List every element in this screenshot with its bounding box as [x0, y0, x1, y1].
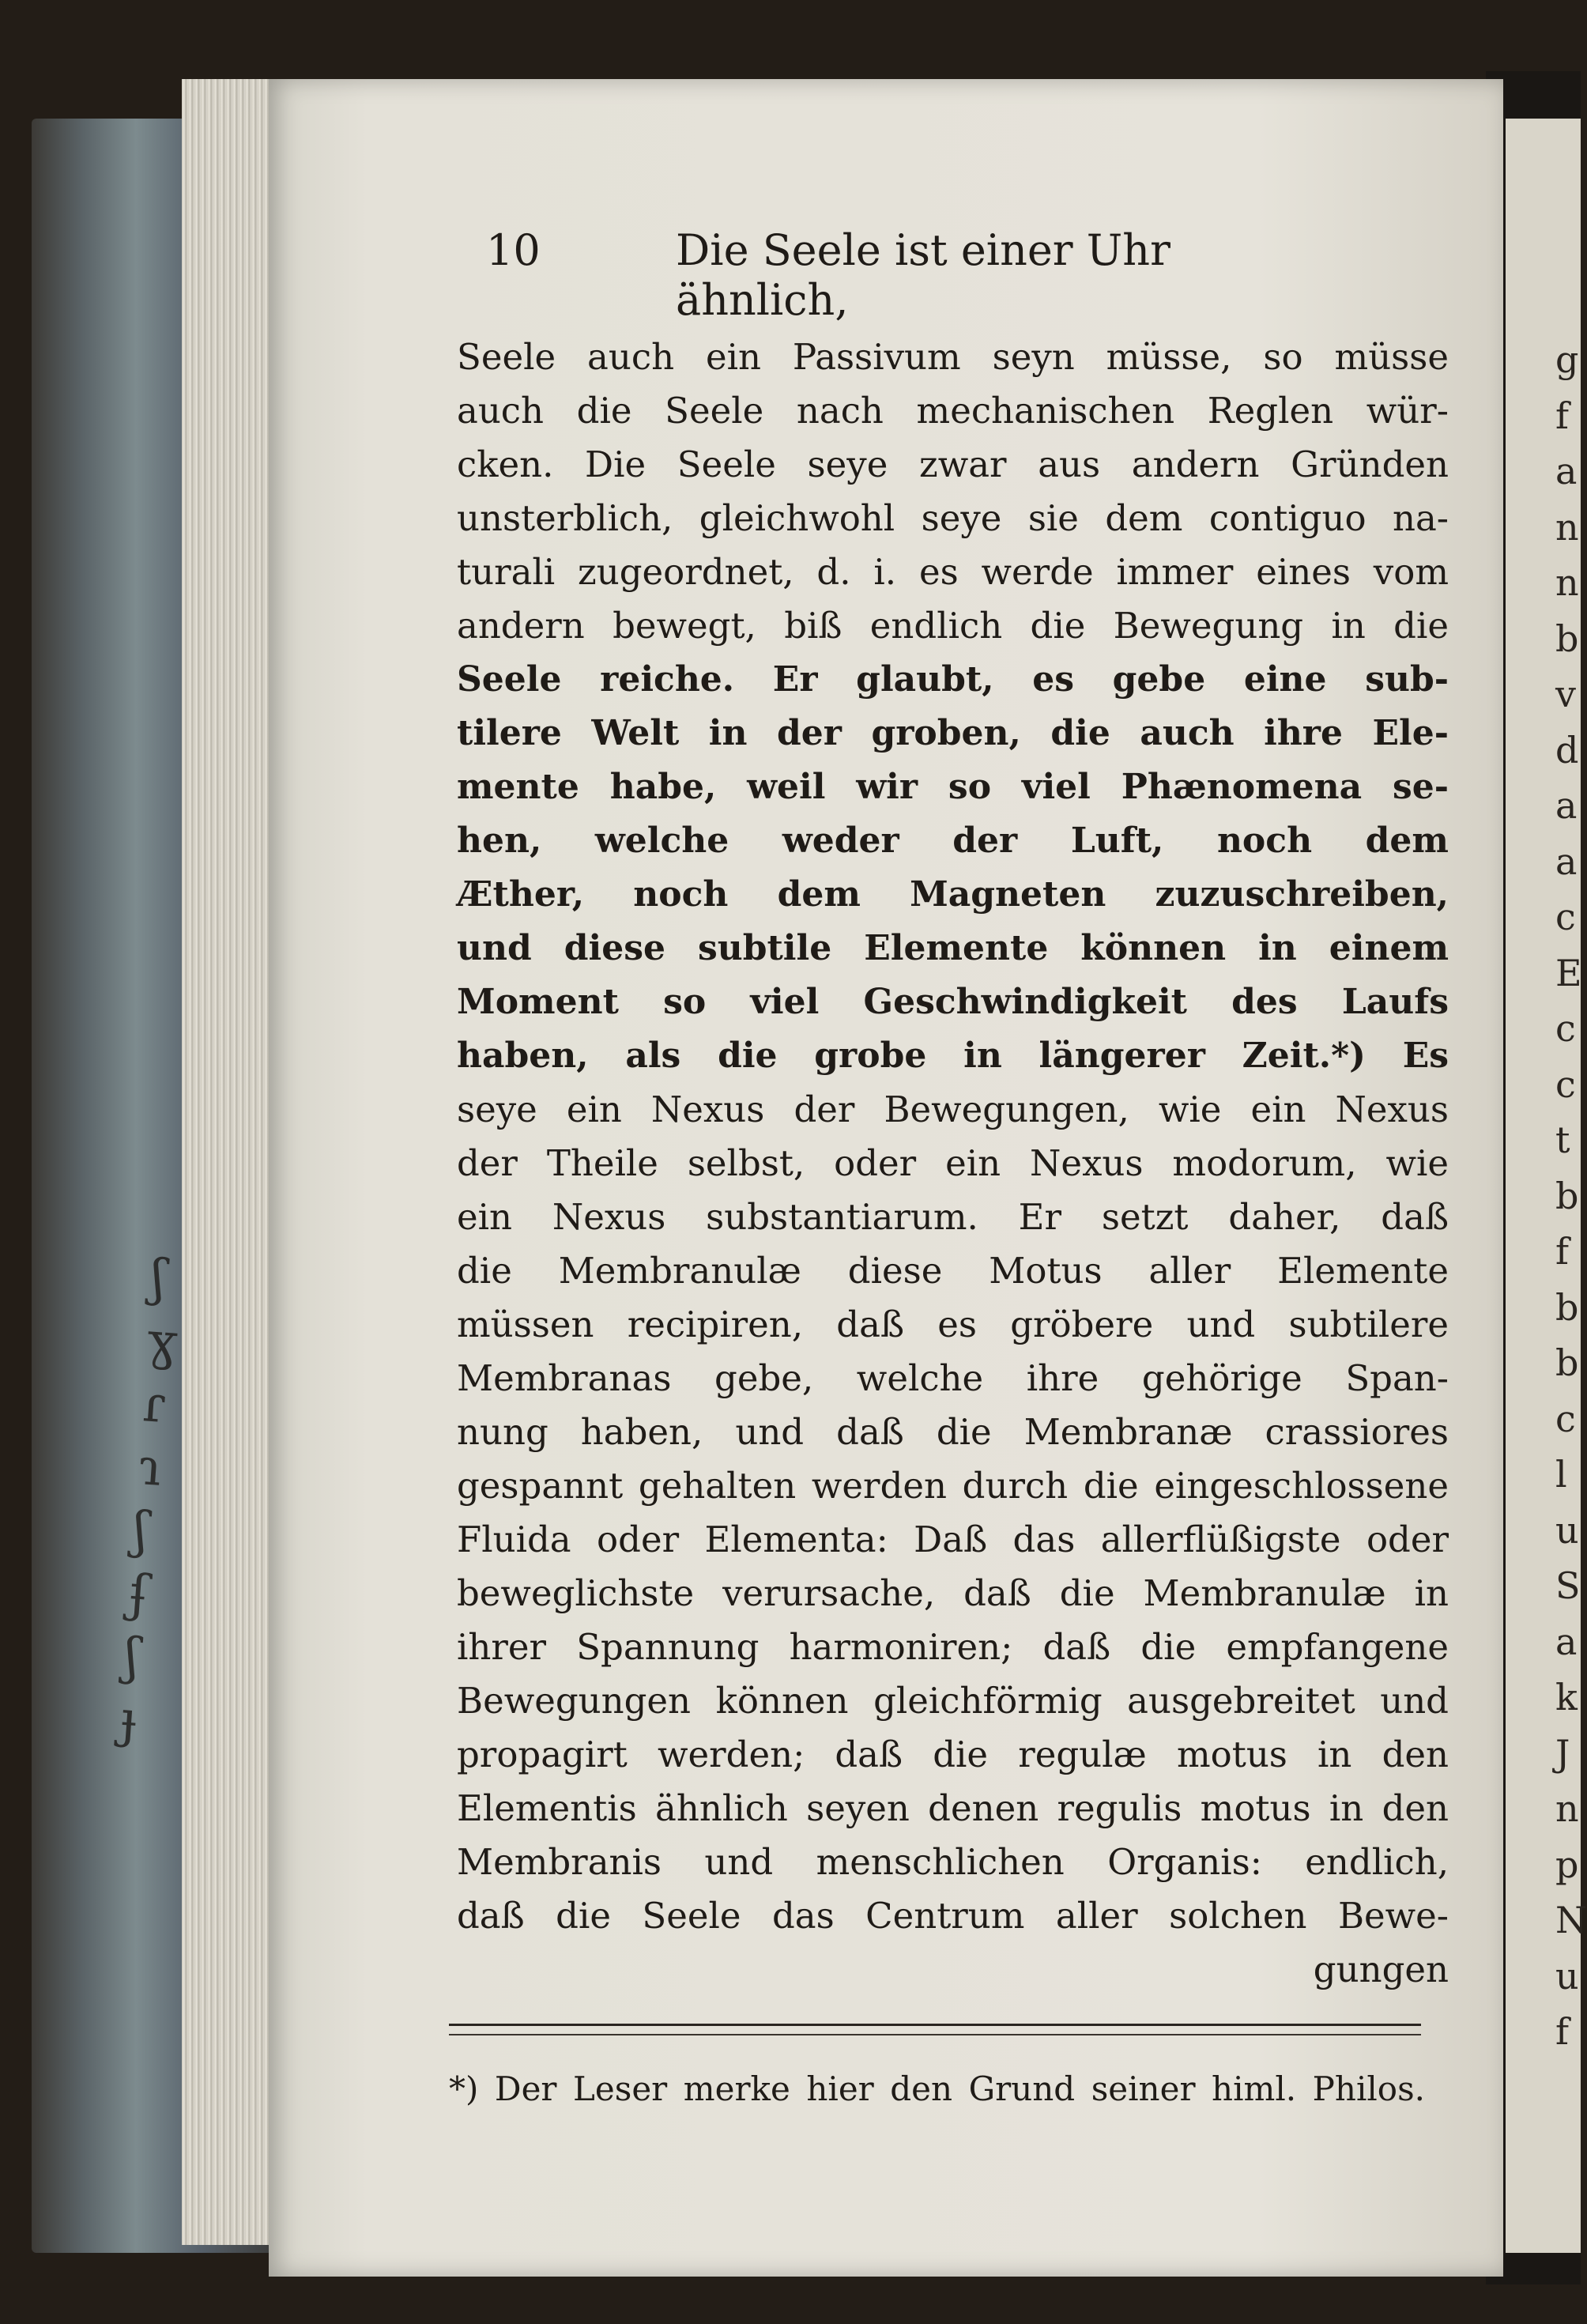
facing-page-letter: l: [1555, 1453, 1567, 1496]
text-line: seye ein Nexus der Bewegungen, wie ein Nexus: [457, 1088, 1449, 1130]
cover-marbling-marks: ʃ ɣ ɾ ɿ ʃ ʄ ʃ ɟ: [119, 1248, 180, 1750]
text-line: haben, als die grobe in längerer Zeit.*) Es: [457, 1036, 1449, 1076]
running-head: Die Seele ist einer Uhr ähnlich,: [676, 225, 1170, 325]
footnote-rule-lower: [449, 2034, 1421, 2035]
facing-page-letter: n: [1555, 1787, 1579, 1830]
text-line: Fluida oder Elementa: Daß das allerflüßigste oder: [457, 1519, 1449, 1560]
footnote-rule: [449, 2024, 1421, 2026]
facing-page-letters: [1555, 332, 1587, 2060]
page-number: 10: [486, 225, 541, 275]
facing-page-letter: b: [1555, 1174, 1579, 1217]
facing-page-letter: u: [1555, 1954, 1579, 1998]
text-line: daß die Seele das Centrum aller solchen Bewe-: [457, 1895, 1449, 1937]
page-body-text: [457, 330, 1449, 1997]
text-line: Bewegungen können gleichförmig ausgebreitet und: [457, 1680, 1449, 1722]
text-line: die Membranulæ diese Motus aller Elemente: [457, 1250, 1449, 1292]
text-line: der Theile selbst, oder ein Nexus modorum, wie: [457, 1142, 1449, 1184]
facing-page-letter: u: [1555, 1508, 1579, 1552]
text-line: Membranas gebe, welche ihre gehörige Span-: [457, 1357, 1449, 1399]
facing-page-letter: f: [1555, 394, 1570, 437]
text-line: unsterblich, gleichwohl seye sie dem contiguo na-: [457, 497, 1449, 539]
facing-page-letter: b: [1555, 1285, 1579, 1329]
text-line: Moment so viel Geschwindigkeit des Laufs: [457, 982, 1449, 1022]
facing-page-letter: d: [1555, 728, 1579, 772]
facing-page-letter: c: [1555, 1397, 1576, 1440]
facing-page-letter: c: [1555, 896, 1576, 938]
facing-page-letter: a: [1555, 839, 1578, 883]
footnote: *) Der Leser merke hier den Grund seiner himl. Philos.: [449, 2069, 1425, 2108]
facing-page-letter: n: [1555, 561, 1579, 604]
facing-page-letter: b: [1555, 1341, 1579, 1384]
text-line: gespannt gehalten werden durch die eingeschlossene: [457, 1465, 1449, 1507]
facing-page-letter: t: [1555, 1119, 1570, 1161]
text-line: gungen: [1313, 1949, 1449, 1990]
facing-page-letter: k: [1555, 1676, 1578, 1718]
text-line: andern bewegt, biß endlich die Bewegung in die: [457, 605, 1449, 647]
text-line: ein Nexus substantiarum. Er setzt daher, daß: [457, 1196, 1449, 1238]
facing-page-letter: f: [1555, 1230, 1570, 1273]
text-line: propagirt werden; daß die regulæ motus in den: [457, 1734, 1449, 1775]
facing-page-letter: c: [1555, 1062, 1576, 1106]
facing-page-letter: a: [1555, 1620, 1578, 1663]
text-line: und diese subtile Elemente können in einem: [457, 928, 1449, 968]
text-line: tilere Welt in der groben, die auch ihre Ele-: [457, 713, 1449, 753]
facing-page-letter: a: [1555, 450, 1578, 492]
text-line: auch die Seele nach mechanischen Reglen wür-: [457, 390, 1449, 432]
facing-page-letter: f: [1555, 2010, 1570, 2053]
text-line: Seele auch ein Passivum seyn müsse, so müsse: [457, 336, 1449, 378]
facing-page-letter: p: [1555, 1843, 1579, 1886]
page-header: [486, 225, 1308, 325]
facing-page-letter: a: [1555, 784, 1578, 827]
text-line: hen, welche weder der Luft, noch dem: [457, 821, 1449, 861]
text-line: Membranis und menschlichen Organis: endlich,: [457, 1841, 1449, 1883]
facing-page-letter: n: [1555, 505, 1579, 549]
text-line: Elementis ähnlich seyen denen regulis motus in den: [457, 1787, 1449, 1829]
text-line: ihrer Spannung harmoniren; daß die empfangene: [457, 1626, 1449, 1668]
facing-page-letter: N: [1555, 1899, 1587, 1941]
facing-page-letter: g: [1555, 338, 1579, 381]
facing-page-letter: E: [1555, 951, 1582, 994]
text-line: turali zugeordnet, d. i. es werde immer eines vom: [457, 551, 1449, 593]
text-line: müssen recipiren, daß es gröbere und subtilere: [457, 1303, 1449, 1345]
facing-page-letter: J: [1555, 1731, 1570, 1775]
facing-page-letter: b: [1555, 617, 1579, 660]
text-line: mente habe, weil wir so viel Phænomena se-: [457, 767, 1449, 807]
facing-page-letter: v: [1555, 673, 1576, 715]
text-line: cken. Die Seele seye zwar aus andern Gründen: [457, 443, 1449, 485]
text-line: Æther, noch dem Magneten zuzuschreiben,: [457, 874, 1449, 915]
text-line: Seele reiche. Er glaubt, es gebe eine sub-: [457, 659, 1449, 700]
facing-page-letter: S: [1555, 1564, 1581, 1607]
facing-page-letter: c: [1555, 1007, 1576, 1050]
text-line: nung haben, und daß die Membranæ crassiores: [457, 1411, 1449, 1453]
text-line: beweglichste verursache, daß die Membranulæ in: [457, 1572, 1449, 1614]
